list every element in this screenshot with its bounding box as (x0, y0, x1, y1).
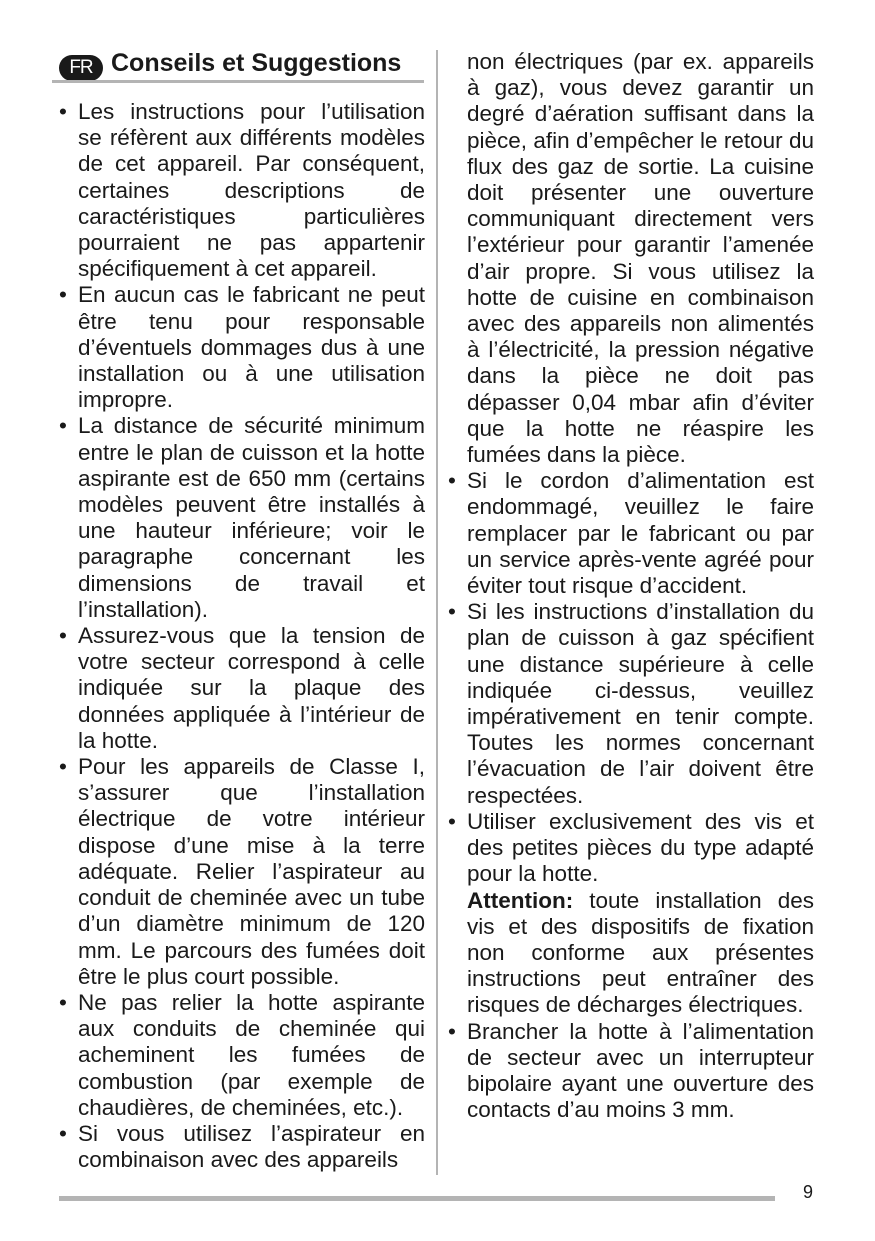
column-divider (436, 50, 438, 1175)
left-bullet-list (59, 99, 425, 1173)
right-bullet-list-end (448, 1019, 814, 1124)
page-header (59, 47, 425, 81)
language-badge: FR (59, 55, 103, 81)
left-column (59, 99, 425, 1173)
attention-label: Attention: (467, 887, 574, 913)
attention-note (448, 888, 814, 1019)
list-item: • Assurez-vous que la tension de votre secteur correspond à celle indiquée sur la plaque des données appliquée à l’intérieur de la hotte. (59, 623, 425, 754)
right-column (448, 49, 814, 1123)
list-item: • Si les instructions d’installation du plan de cuisson à gaz spécifient une distance supérieure à celle indiquée ci-dessus, veuillez impérativement en tenir compte. Toutes les normes concernant l’évacuation de l’air doivent être respectées. (448, 599, 814, 809)
footer-divider (59, 1196, 775, 1201)
list-item: • Les instructions pour l’utilisation se réfèrent aux différents modèles de cet appareil. Par conséquent, certaines descriptions de caractéristiques particulières pourraient ne pas appartenir spécifiquement à cet appareil. (59, 99, 425, 282)
list-item: • La distance de sécurité minimum entre le plan de cuisson et la hotte aspirante est de 650 mm (certains modèles peuvent être installés à une hauteur inférieure; voir le paragraphe concernant les dimensions de travail et l’installation). (59, 413, 425, 623)
list-item: • Si vous utilisez l’aspirateur en combinaison avec des appareils (59, 1121, 425, 1173)
attention-text: toute installation des vis et des dispositifs de fixation non conforme aux présentes instructions peut entraîner des risques de décharges électriques. (467, 887, 814, 1018)
list-item: • Si le cordon d’alimentation est endommagé, veuillez le faire remplacer par le fabricant ou par un service après-vente agréé pour éviter tout risque d’accident. (448, 468, 814, 599)
list-item: • Brancher la hotte à l’alimentation de secteur avec un interrupteur bipolaire ayant une ouverture des contacts d’au moins 3 mm. (448, 1019, 814, 1124)
right-bullet-list (448, 468, 814, 887)
continued-paragraph: non électriques (par ex. appareils à gaz), vous devez garantir un degré d’aération suffisant dans la pièce, afin d’empêcher le retour du flux des gaz de sortie. La cuisine doit présenter une ouverture communiquant directement vers l’extérieur pour garantir l’amenée d’air propre. Si vous utilisez la hotte de cuisine en combinaison avec des appareils non alimentés à l’électricité, la pression négative dans la pièce ne doit pas dépasser 0,04 mbar afin d’éviter que la hotte ne réaspire les fumées dans la pièce. (467, 49, 814, 468)
list-item: • Utiliser exclusivement des vis et des petites pièces du type adapté pour la hotte. (448, 809, 814, 888)
list-item: • En aucun cas le fabricant ne peut être tenu pour responsable d’éventuels dommages dus à une installation ou à une utilisation impropre. (59, 282, 425, 413)
list-item: • Ne pas relier la hotte aspirante aux conduits de cheminée qui acheminent les fumées de combustion (par exemple de chaudières, de cheminées, etc.). (59, 990, 425, 1121)
header-divider (52, 80, 424, 83)
page-number: 9 (803, 1182, 814, 1202)
list-item: • Pour les appareils de Classe I, s’assurer que l’installation électrique de votre intérieur dispose d’une mise à la terre adéquate. Relier l’aspirateur au conduit de cheminée avec un tube d’un diamètre minimum de 120 mm. Le parcours des fumées doit être le plus court possible. (59, 754, 425, 990)
page-title: Conseils et Suggestions (111, 49, 402, 77)
